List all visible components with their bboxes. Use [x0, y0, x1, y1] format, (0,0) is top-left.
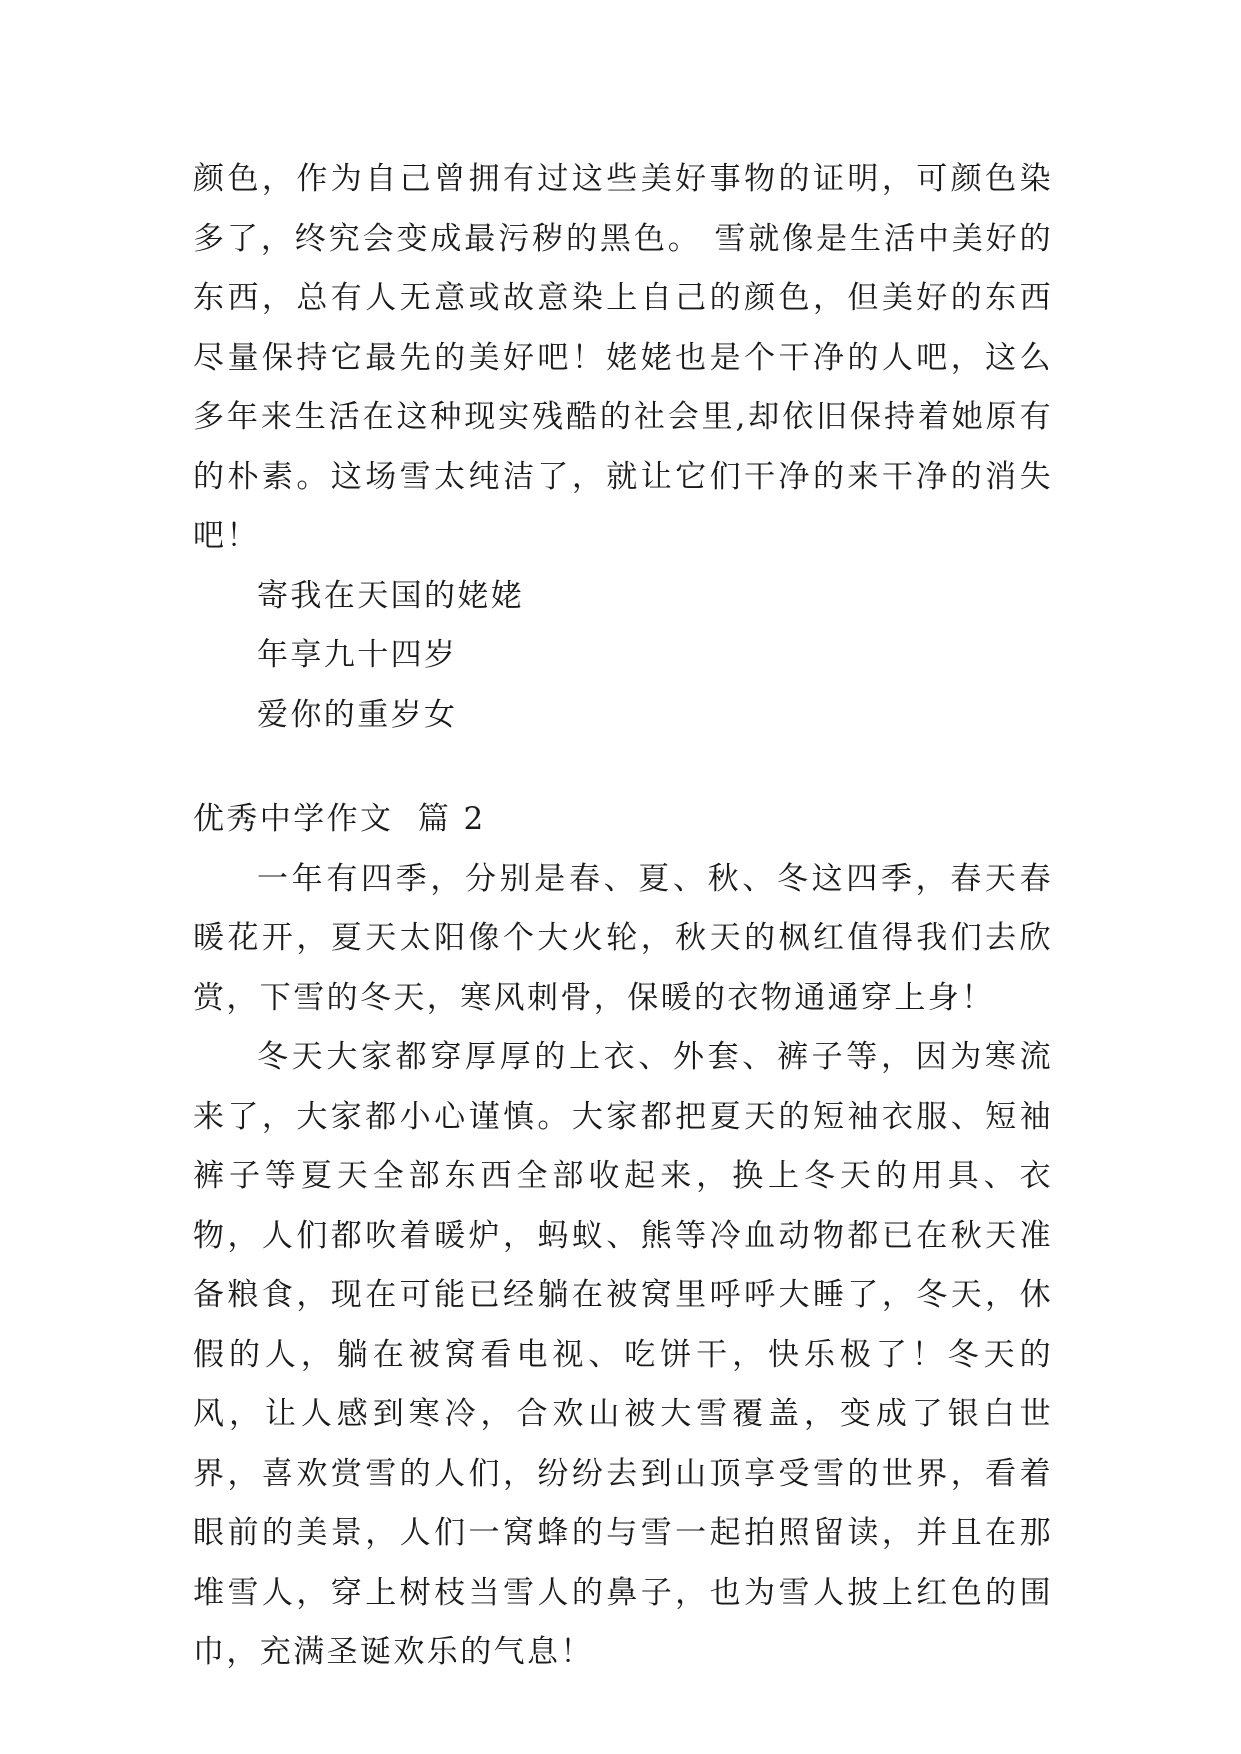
signature-line-author: 爱你的重岁女: [257, 696, 458, 733]
intro-paragraph: 颜色，作为自己曾拥有过这些美好事物的证明，可颜色染多了，终究会变成最污秽的黑色。 雪就像是生活中美好的东西，总有人无意或故意染上自己的颜色，但美好的东西尽量保持它最先的美好吧！姥姥也是个干净的人吧，这么多年来生活在这种现实残酷的社会里,却依旧保持着她原有的朴素。这场雪太纯洁了，就让它们干净的来干净的消失吧！: [193, 161, 1053, 554]
signature-line-dedication: 寄我在天国的姥姥: [257, 577, 525, 614]
body-paragraph-seasons: 一年有四季，分别是春、夏、秋、冬这四季，春天春暖花开，夏天太阳像个大火轮，秋天的枫红值得我们去欣赏，下雪的冬天，寒风刺骨，保暖的衣物通通穿上身！: [193, 860, 1053, 1016]
section-title: 优秀中学作文 篇 2: [193, 801, 486, 837]
signature-line-age: 年享九十四岁: [257, 637, 458, 673]
body-paragraph-winter: 冬天大家都穿厚厚的上衣、外套、裤子等，因为寒流来了，大家都小心谨慎。大家都把夏天的短袖衣服、短袖裤子等夏天全部东西全部收起来，换上冬天的用具、衣物，人们都吹着暖炉，蚂蚁、熊等冷血动物都已在秋天准备粮食，现在可能已经躺在被窝里呼呼大睡了，冬天，休假的人，躺在被窝看电视、吃饼干，快乐极了！冬天的风，让人感到寒冷，合欢山被大雪覆盖，变成了银白世界，喜欢赏雪的人们，纷纷去到山顶享受雪的世界，看着眼前的美景，人们一窝蜂的与雪一起拍照留读，并且在那堆雪人，穿上树枝当雪人的鼻子，也为雪人披上红色的围巾，充满圣诞欢乐的气息！: [193, 1039, 1053, 1670]
document-page: [193, 150, 1053, 1683]
